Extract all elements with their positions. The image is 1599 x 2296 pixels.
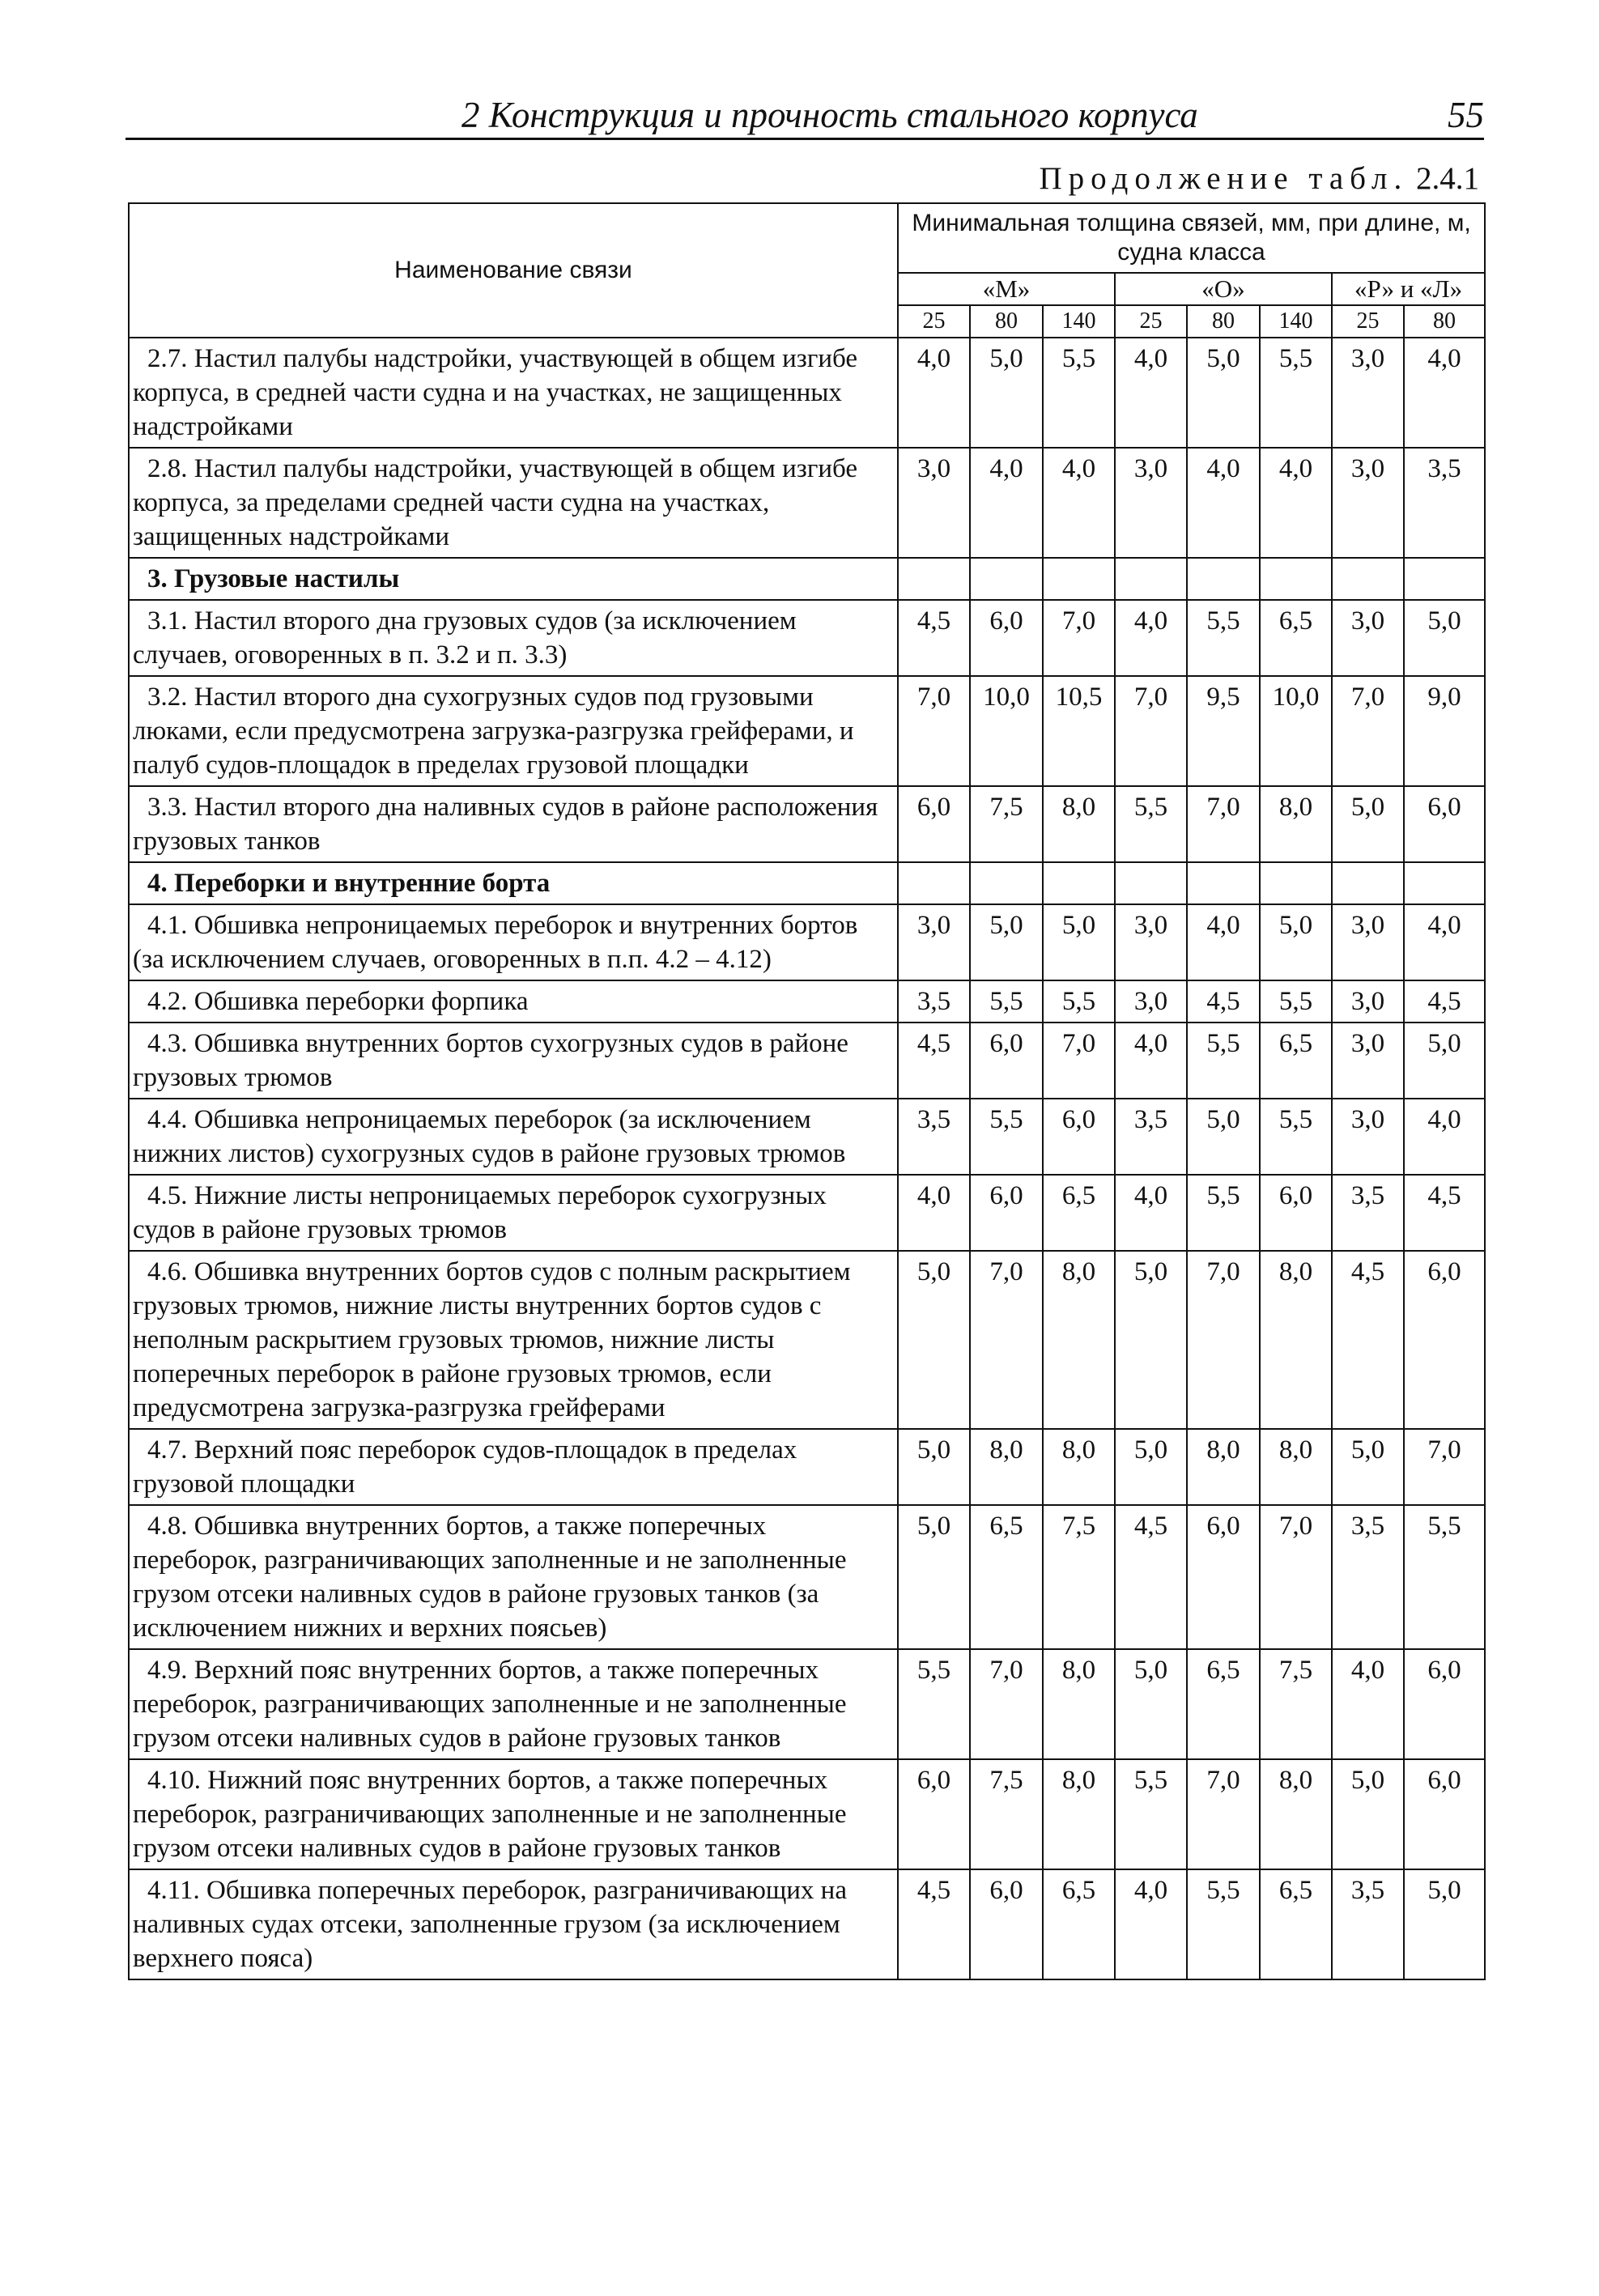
running-title: 2 Конструкция и прочность стального корпуса — [461, 95, 1198, 135]
row-name: 4.8. Обшивка внутренних бортов, а также поперечных переборок, разграничивающих заполненные и не заполненные грузом отсеки наливных судов в районе грузовых танков (за исключением нижних и верхних поясьев) — [133, 1512, 847, 1643]
value-cell: 8,0 — [1043, 786, 1115, 862]
row-name: 4.1. Обшивка непроницаемых переборок и внутренних бортов (за исключением случаев, оговоренных в п.п. 4.2 – 4.12) — [133, 911, 858, 974]
row-name: 4.7. Верхний пояс переборок судов-площадок в пределах грузовой площадки — [133, 1435, 797, 1499]
value-cell: 5,0 — [1404, 600, 1485, 676]
value-cell: 6,0 — [1404, 786, 1485, 862]
row-name: 3.2. Настил второго дна сухогрузных судов под грузовыми люками, если предусмотрена загрузка-разгрузка грейферами, и палуб судов-площадок в пределах грузовой площадки — [133, 682, 854, 780]
value-cell: 6,0 — [1260, 1175, 1332, 1251]
row-name: 4.9. Верхний пояс внутренних бортов, а также поперечных переборок, разграничивающих заполненные и не заполненные грузом отсеки наливных судов в районе грузовых танков — [133, 1656, 847, 1753]
row-name-cell — [129, 338, 898, 448]
row-name-cell — [129, 786, 898, 862]
value-cell: 5,5 — [1115, 786, 1187, 862]
value-cell: 5,0 — [1115, 1251, 1187, 1429]
value-cell: 6,0 — [898, 786, 970, 862]
value-cell: 5,0 — [898, 1251, 970, 1429]
row-name-cell — [129, 1099, 898, 1175]
value-cell: 6,0 — [970, 1869, 1043, 1979]
table-row — [129, 786, 1485, 862]
table-row — [129, 1869, 1485, 1979]
value-cell: 6,0 — [1404, 1251, 1485, 1429]
value-cell: 4,5 — [1187, 980, 1260, 1023]
value-cell: 5,5 — [1404, 1505, 1485, 1649]
table-caption — [1039, 160, 1479, 197]
value-cell: 8,0 — [1187, 1429, 1260, 1505]
value-cell: 7,0 — [1043, 1023, 1115, 1099]
value-cell: 7,5 — [970, 786, 1043, 862]
row-name-cell — [129, 904, 898, 980]
table-row — [129, 980, 1485, 1023]
value-cell: 3,5 — [1332, 1175, 1404, 1251]
value-cell: 8,0 — [1260, 1759, 1332, 1869]
value-cell: 7,0 — [1043, 600, 1115, 676]
length-header-cell: 25 — [898, 305, 970, 338]
value-cell: 7,0 — [1187, 1759, 1260, 1869]
value-cell: 4,0 — [1187, 904, 1260, 980]
value-cell: 9,5 — [1187, 676, 1260, 786]
value-cell: 4,0 — [1404, 1099, 1485, 1175]
row-name: 4.5. Нижние листы непроницаемых переборок сухогрузных судов в районе грузовых трюмов — [133, 1181, 827, 1244]
value-cell: 3,5 — [1404, 448, 1485, 558]
row-name-cell — [129, 1023, 898, 1099]
value-cell — [1187, 558, 1260, 600]
value-cell: 6,5 — [1043, 1175, 1115, 1251]
value-cell: 5,5 — [1115, 1759, 1187, 1869]
value-cell — [970, 558, 1043, 600]
value-cell: 3,0 — [1332, 980, 1404, 1023]
value-cell: 7,0 — [1115, 676, 1187, 786]
value-cell: 3,0 — [1332, 904, 1404, 980]
row-name: 3.1. Настил второго дна грузовых судов (за исключением случаев, оговоренных в п. 3.2 и п. 3.3) — [133, 606, 797, 670]
value-cell: 4,0 — [970, 448, 1043, 558]
row-name-cell — [129, 558, 898, 600]
value-cell: 4,0 — [1187, 448, 1260, 558]
table-row — [129, 338, 1485, 448]
value-cell: 7,0 — [970, 1251, 1043, 1429]
value-cell: 5,5 — [1187, 1175, 1260, 1251]
value-cell: 3,0 — [1332, 338, 1404, 448]
value-cell: 4,0 — [1404, 904, 1485, 980]
table-row — [129, 1429, 1485, 1505]
value-cell — [1332, 558, 1404, 600]
length-header-cell: 80 — [970, 305, 1043, 338]
length-header-cell: 80 — [1187, 305, 1260, 338]
value-cell: 5,5 — [898, 1649, 970, 1759]
table-row — [129, 904, 1485, 980]
value-cell: 3,0 — [898, 904, 970, 980]
row-name: 4.11. Обшивка поперечных переборок, разграничивающих на наливных судах отсеки, заполненные грузом (за исключением верхнего пояса) — [133, 1876, 847, 1973]
value-cell: 4,0 — [1043, 448, 1115, 558]
value-cell: 3,0 — [1115, 448, 1187, 558]
value-cell: 5,5 — [1187, 1869, 1260, 1979]
value-cell: 5,5 — [1187, 1023, 1260, 1099]
value-cell: 5,5 — [1043, 980, 1115, 1023]
value-cell: 5,0 — [1332, 786, 1404, 862]
value-cell — [1404, 558, 1485, 600]
value-cell: 4,0 — [1115, 338, 1187, 448]
value-cell: 7,0 — [898, 676, 970, 786]
value-cell: 5,0 — [970, 904, 1043, 980]
value-cell: 8,0 — [1043, 1429, 1115, 1505]
value-cell: 5,5 — [1260, 1099, 1332, 1175]
table-row — [129, 1505, 1485, 1649]
value-cell: 7,0 — [1404, 1429, 1485, 1505]
value-cell: 3,5 — [1332, 1505, 1404, 1649]
length-header-cell: 140 — [1260, 305, 1332, 338]
value-cell: 5,0 — [1043, 904, 1115, 980]
value-cell: 6,5 — [970, 1505, 1043, 1649]
table-row — [129, 1175, 1485, 1251]
value-cell — [1260, 558, 1332, 600]
value-cell: 8,0 — [1260, 1429, 1332, 1505]
row-name-cell — [129, 980, 898, 1023]
length-header-cell: 25 — [1332, 305, 1404, 338]
length-header-cell: 25 — [1115, 305, 1187, 338]
value-cell: 3,0 — [1115, 904, 1187, 980]
value-cell: 5,0 — [1187, 1099, 1260, 1175]
thickness-table — [128, 202, 1486, 1980]
value-cell: 9,0 — [1404, 676, 1485, 786]
value-cell: 4,5 — [1404, 1175, 1485, 1251]
value-cell — [970, 862, 1043, 904]
row-name-cell — [129, 448, 898, 558]
value-cell: 4,0 — [1260, 448, 1332, 558]
value-cell: 6,0 — [1404, 1759, 1485, 1869]
value-cell — [1332, 862, 1404, 904]
table-row — [129, 600, 1485, 676]
value-cell: 6,0 — [898, 1759, 970, 1869]
value-cell: 4,5 — [1404, 980, 1485, 1023]
value-cell: 3,0 — [898, 448, 970, 558]
value-cell: 4,0 — [1115, 1869, 1187, 1979]
class-header-m: «М» — [898, 273, 1115, 305]
row-name-cell — [129, 676, 898, 786]
value-cell: 3,0 — [1115, 980, 1187, 1023]
row-name-cell — [129, 1759, 898, 1869]
row-name: 3.3. Настил второго дна наливных судов в районе расположения грузовых танков — [133, 793, 878, 856]
value-cell: 6,5 — [1260, 1023, 1332, 1099]
value-cell: 3,0 — [1332, 1023, 1404, 1099]
row-name: 4.4. Обшивка непроницаемых переборок (за исключением нижних листов) сухогрузных судов в районе грузовых трюмов — [133, 1105, 846, 1168]
value-cell: 7,0 — [1187, 1251, 1260, 1429]
value-cell: 5,5 — [1187, 600, 1260, 676]
value-cell: 4,0 — [1332, 1649, 1404, 1759]
table-row — [129, 676, 1485, 786]
table-row — [129, 1099, 1485, 1175]
value-cell: 3,5 — [898, 980, 970, 1023]
class-header-o: «О» — [1115, 273, 1332, 305]
table-row — [129, 1649, 1485, 1759]
value-cell: 10,5 — [1043, 676, 1115, 786]
value-cell: 7,5 — [1043, 1505, 1115, 1649]
row-name: 4.2. Обшивка переборки форпика — [147, 987, 529, 1016]
length-header-cell: 80 — [1404, 305, 1485, 338]
value-cell — [1043, 558, 1115, 600]
value-cell: 7,5 — [1260, 1649, 1332, 1759]
value-cell — [1043, 862, 1115, 904]
value-cell: 4,0 — [1115, 1175, 1187, 1251]
value-cell: 7,5 — [970, 1759, 1043, 1869]
value-cell: 10,0 — [970, 676, 1043, 786]
value-cell: 4,0 — [1404, 338, 1485, 448]
value-cell: 4,5 — [1332, 1251, 1404, 1429]
table-row — [129, 448, 1485, 558]
value-cell: 3,5 — [1115, 1099, 1187, 1175]
value-cell: 6,0 — [970, 600, 1043, 676]
caption-number: 2.4.1 — [1416, 161, 1479, 196]
value-cell: 5,0 — [1187, 338, 1260, 448]
value-cell: 6,0 — [970, 1023, 1043, 1099]
value-cell: 5,0 — [1115, 1429, 1187, 1505]
row-name: 4.3. Обшивка внутренних бортов сухогрузных судов в районе грузовых трюмов — [133, 1029, 848, 1092]
name-column-header: Наименование связи — [129, 203, 898, 338]
row-name-cell — [129, 1175, 898, 1251]
length-header-cell: 140 — [1043, 305, 1115, 338]
section-title: 3. Грузовые настилы — [147, 564, 400, 593]
value-cell: 7,0 — [1187, 786, 1260, 862]
value-cell: 3,0 — [1332, 448, 1404, 558]
value-cell: 4,0 — [1115, 600, 1187, 676]
value-cell: 10,0 — [1260, 676, 1332, 786]
value-cell: 6,5 — [1187, 1649, 1260, 1759]
section-heading-row — [129, 558, 1485, 600]
row-name-cell — [129, 600, 898, 676]
value-cell — [1260, 862, 1332, 904]
value-cell: 5,0 — [1332, 1759, 1404, 1869]
row-name-cell — [129, 1505, 898, 1649]
value-cell: 5,5 — [1260, 338, 1332, 448]
table-row — [129, 1023, 1485, 1099]
table-body — [129, 338, 1485, 1979]
table-row — [129, 1251, 1485, 1429]
value-cell: 3,0 — [1332, 600, 1404, 676]
row-name-cell — [129, 1869, 898, 1979]
value-cell: 5,5 — [1260, 980, 1332, 1023]
value-cell — [1115, 862, 1187, 904]
value-cell: 8,0 — [1043, 1759, 1115, 1869]
value-cell: 7,0 — [1332, 676, 1404, 786]
value-cell: 4,5 — [898, 1023, 970, 1099]
value-cell: 5,0 — [898, 1505, 970, 1649]
row-name-cell — [129, 862, 898, 904]
section-title: 4. Переборки и внутренние борта — [147, 869, 551, 898]
value-cell — [1404, 862, 1485, 904]
value-cell: 6,5 — [1260, 600, 1332, 676]
value-cell: 4,5 — [898, 600, 970, 676]
value-cell: 6,5 — [1260, 1869, 1332, 1979]
value-cell: 5,0 — [1404, 1869, 1485, 1979]
value-cell — [1187, 862, 1260, 904]
caption-prefix: Продолжение табл. — [1039, 161, 1409, 196]
value-cell: 6,0 — [1187, 1505, 1260, 1649]
page-number: 55 — [1448, 95, 1484, 135]
value-cell: 4,0 — [898, 338, 970, 448]
value-cell: 6,0 — [970, 1175, 1043, 1251]
value-cell: 4,5 — [898, 1869, 970, 1979]
value-cell: 4,0 — [898, 1175, 970, 1251]
value-cell: 5,0 — [1260, 904, 1332, 980]
value-cell — [1115, 558, 1187, 600]
value-cell: 7,0 — [970, 1649, 1043, 1759]
value-cell — [898, 862, 970, 904]
row-name: 4.6. Обшивка внутренних бортов судов с полным раскрытием грузовых трюмов, нижние листы внутренних бортов судов с неполным раскрытием грузовых трюмов, нижние листы поперечных переборок в районе грузовых трюмов, если предусмотрена загрузка-разгрузка грейферами — [133, 1257, 851, 1422]
value-cell: 7,0 — [1260, 1505, 1332, 1649]
value-cell: 3,5 — [898, 1099, 970, 1175]
row-name-cell — [129, 1251, 898, 1429]
value-cell — [898, 558, 970, 600]
value-cell: 4,0 — [1115, 1023, 1187, 1099]
thickness-header: Минимальная толщина связей, мм, при длине, м, судна класса — [898, 203, 1485, 273]
value-cell: 5,0 — [1332, 1429, 1404, 1505]
value-cell: 5,5 — [970, 1099, 1043, 1175]
value-cell: 6,0 — [1043, 1099, 1115, 1175]
page-header — [125, 91, 1484, 140]
value-cell: 8,0 — [1260, 1251, 1332, 1429]
row-name: 4.10. Нижний пояс внутренних бортов, а также поперечных переборок, разграничивающих заполненные и не заполненные грузом отсеки наливных судов в районе грузовых танков — [133, 1766, 847, 1863]
table-row — [129, 1759, 1485, 1869]
value-cell: 5,5 — [1043, 338, 1115, 448]
value-cell: 3,0 — [1332, 1099, 1404, 1175]
value-cell: 5,0 — [970, 338, 1043, 448]
value-cell: 5,0 — [898, 1429, 970, 1505]
value-cell: 8,0 — [1043, 1251, 1115, 1429]
value-cell: 3,5 — [1332, 1869, 1404, 1979]
class-header-r-l: «Р» и «Л» — [1332, 273, 1485, 305]
value-cell: 5,0 — [1115, 1649, 1187, 1759]
value-cell: 8,0 — [1043, 1649, 1115, 1759]
value-cell: 8,0 — [970, 1429, 1043, 1505]
value-cell: 4,5 — [1115, 1505, 1187, 1649]
row-name: 2.7. Настил палубы надстройки, участвующей в общем изгибе корпуса, в средней части судна и на участках, не защищенных надстройками — [133, 344, 858, 441]
row-name-cell — [129, 1649, 898, 1759]
row-name: 2.8. Настил палубы надстройки, участвующей в общем изгибе корпуса, за пределами средней части судна на участках, защищенных надстройками — [133, 454, 858, 551]
value-cell: 6,0 — [1404, 1649, 1485, 1759]
row-name-cell — [129, 1429, 898, 1505]
value-cell: 5,5 — [970, 980, 1043, 1023]
value-cell: 5,0 — [1404, 1023, 1485, 1099]
section-heading-row — [129, 862, 1485, 904]
value-cell: 6,5 — [1043, 1869, 1115, 1979]
value-cell: 8,0 — [1260, 786, 1332, 862]
